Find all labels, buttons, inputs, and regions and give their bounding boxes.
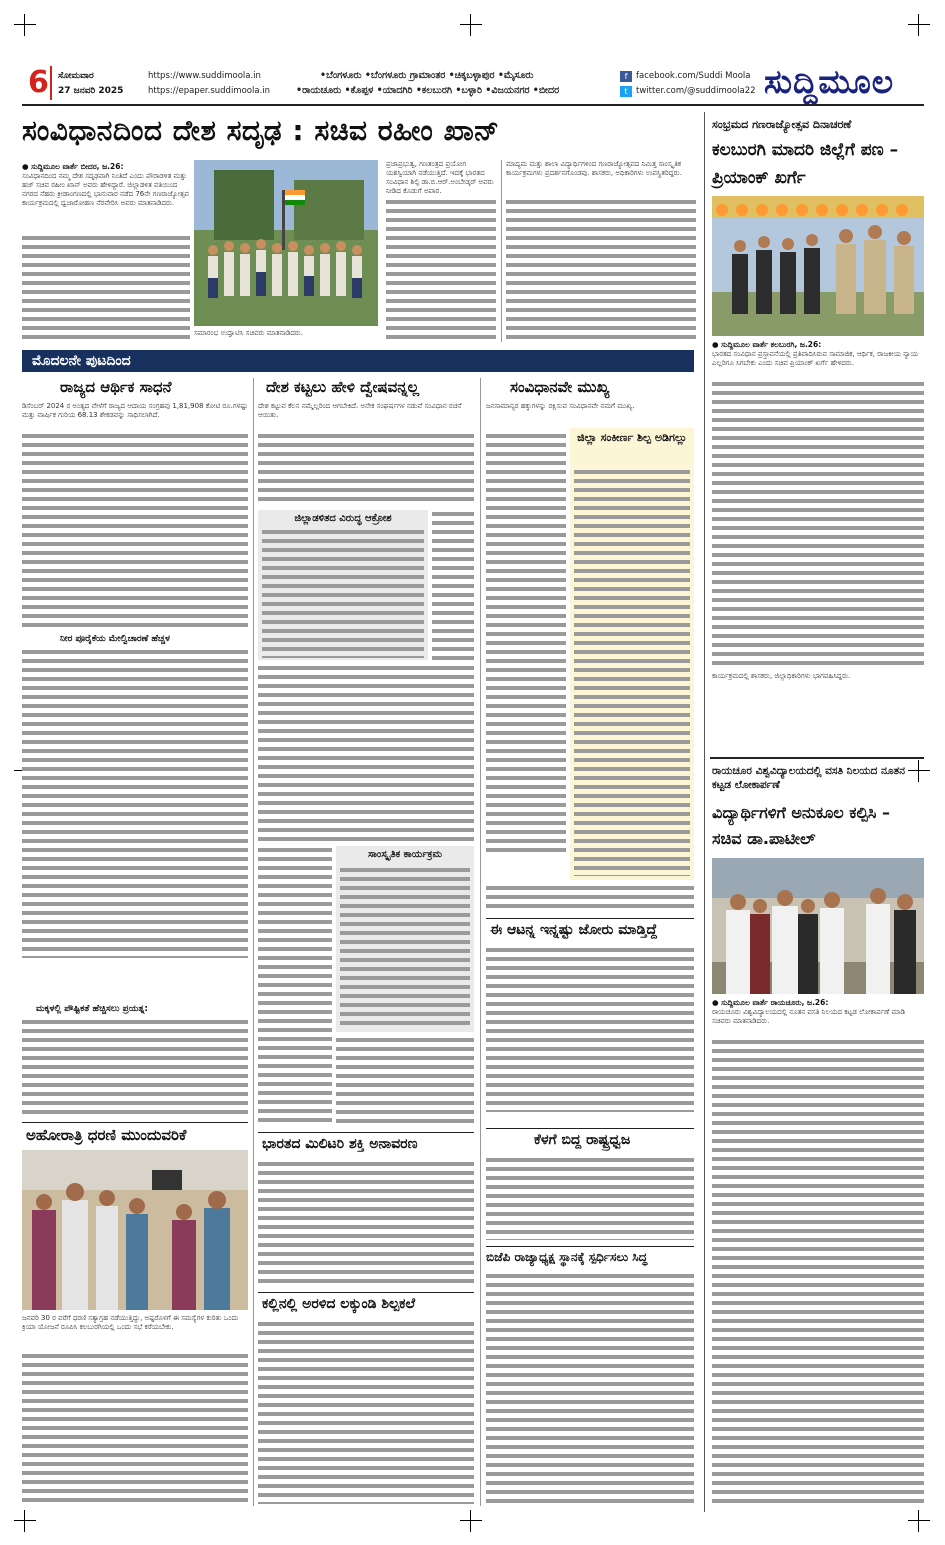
lead-headline: ಸಂವಿಧಾನದಿಂದ ದೇಶ ಸದೃಢ : ಸಚಿವ ರಹೀಂ ಖಾನ್ xyxy=(22,114,500,147)
story-separator xyxy=(486,918,694,919)
col2-headline-3: ಕಲ್ಲಿನಲ್ಲಿ ಅರಳಿದ ಲಕ್ಕುಂಡಿ ಶಿಲ್ಪಕಲೆ xyxy=(262,1296,416,1312)
right-bottom-photo xyxy=(712,858,924,994)
col2-box2-text xyxy=(340,866,470,1028)
right-top-kicker: ಸಂಭ್ರಮದ ಗಣರಾಜ್ಯೋತ್ಸವ ದಿನಾಚರಣೆ xyxy=(712,118,852,131)
registration-mark xyxy=(14,14,36,36)
masthead-logo: ಸುದ್ದಿಮೂಲ xyxy=(764,62,895,101)
registration-mark xyxy=(14,1510,36,1532)
lead-text-col1 xyxy=(22,234,190,342)
lead-body-col4: ಮಾದ್ಯಮ ಮತ್ತು ಶಾಲಾ ವಿದ್ಯಾರ್ಥಿಗಳಿಂದ ಗಣರಾಜ್ಯೋತ್ಸವದ ನಿಮಿತ್ತ ಸಾಂಸ್ಕೃತಿಕ ಕಾರ್ಯಕ್ರಮಗಳು ಪ್ರದರ್ಶನಗೊಂಡವು. ಶಾಸಕರು, ಅಧಿಕಾರಿಗಳು ಉಪಸ್ಥಿತರಿದ್ದರು. xyxy=(506,160,682,177)
col2-text-b xyxy=(432,510,474,660)
story-separator xyxy=(710,757,924,759)
right-top-byline: ● ಸುದ್ದಿಮೂಲ ವಾರ್ತೆ ಕಲಬುರಗಿ, ಜ.26: xyxy=(712,340,822,349)
lead-body-col1: ಸಂವಿಧಾನದಿಂದ ನಮ್ಮ ದೇಶ ಸದೃಢವಾಗಿ ನಿಂತಿದೆ ಎಂದು ಪೌರಾಡಳಿತ ಮತ್ತು ಹಜ್ ಸಚಿವ ರಹೀಂ ಖಾನ್ ಅವರು ಹೇಳಿದ್ದಾರೆ. ಜಿಲ್ಲಾಡಳಿತ ವತಿಯಿಂದ ನಗರದ ನೆಹರು ಕ್ರೀಡಾಂಗಣದಲ್ಲಿ ಭಾನುವಾರ ನಡೆದ 76ನೇ ಗಣರಾಜ್ಯೋತ್ಸವ ಕಾರ್ಯಕ್ರಮದಲ್ಲಿ ಧ್ವಜಾರೋಹಣ ನೆರವೇರಿಸಿ ಅವರು ಮಾತನಾಡಿದರು. xyxy=(22,172,189,207)
col2-box1-headline: ಜಿಲ್ಲಾಡಳಿತದ ವಿರುದ್ಧ ಆಕ್ರೋಶ xyxy=(294,513,392,524)
lead-photo xyxy=(194,160,378,326)
col1-subhead-1: ನೀರ ಪೂರೈಕೆಯ ಮೇಲ್ವಿಚಾರಣೆ ಹೆಚ್ಚಳ xyxy=(60,634,170,644)
header-day: ಸೋಮವಾರ xyxy=(58,71,94,81)
protest-photo xyxy=(22,1150,248,1310)
story-separator xyxy=(486,1246,694,1247)
right-top-text xyxy=(712,380,924,670)
story-separator xyxy=(258,1292,474,1293)
col3-headline-1: ಸಂವಿಧಾನವೇ ಮುಖ್ಯ xyxy=(510,378,610,396)
col1-headline-2: ಅಹೋರಾತ್ರಿ ಧರಣಿ ಮುಂದುವರಿಕೆ xyxy=(26,1126,187,1144)
lead-byline: ● ಸುದ್ದಿಮೂಲ ವಾರ್ತೆ ಬೀದರ, ಜ.26: xyxy=(22,162,124,171)
col3-headline-2: ಈ ಆಟನ್ನ ಇನ್ನಷ್ಟು ಜೋರು ಮಾಡ್ತಿದ್ದೆ xyxy=(490,922,658,938)
twitter-icon: t xyxy=(620,86,632,97)
col2-headline-1: ದೇಶ ಕಟ್ಟಲು ಹೇಳಿ ದ್ವೇಷವನ್ನಲ್ಲ xyxy=(266,378,420,396)
registration-mark xyxy=(908,1510,930,1532)
col1-subhead-2: ಮಕ್ಕಳಲ್ಲಿ ಪೌಷ್ಟಿಕತೆ ಹೆಚ್ಚಿಸಲು ಪ್ರಯತ್ನ: xyxy=(36,1004,149,1014)
col3-box-text xyxy=(574,468,690,876)
col3-text-d xyxy=(486,1156,694,1240)
registration-mark xyxy=(460,14,482,36)
col2-box2-headline: ಸಾಂಸ್ಕೃತಿಕ ಕಾರ್ಯಕ್ರಮ xyxy=(368,849,442,860)
registration-mark xyxy=(908,14,930,36)
col2-text-e xyxy=(336,1036,474,1126)
col3-headline-3: ಕೆಳಗೆ ಬಿದ್ದ ರಾಷ್ಟ್ರಧ್ವಜ xyxy=(534,1132,631,1148)
col2-text-g xyxy=(258,1320,474,1504)
lead-text-col3 xyxy=(386,198,496,342)
col3-text-e xyxy=(486,1272,694,1504)
right-top-body-end: ಕಾರ್ಯಕ್ರಮದಲ್ಲಿ ಶಾಸಕರು, ಜಿಲ್ಲಾಧಿಕಾರಿಗಳು ಭಾಗವಹಿಸಿದ್ದರು. xyxy=(712,672,851,680)
right-bottom-kicker: ರಾಯಚೂರ ವಿಶ್ವವಿದ್ಯಾಲಯದಲ್ಲಿ ವಸತಿ ನಿಲಯದ ನೂತನ ಕಟ್ಟಡ ಲೋಕಾರ್ಪಣೆ xyxy=(712,765,905,791)
registration-mark xyxy=(460,1510,482,1532)
col3-text-b xyxy=(486,884,694,912)
facebook-link[interactable]: facebook.com/Suddi Moola xyxy=(636,71,751,81)
col2-headline-2: ಭಾರತದ ಮಿಲಿಟರಿ ಶಕ್ತಿ ಅನಾವರಣ xyxy=(262,1136,418,1152)
epaper-link[interactable]: https://epaper.suddimoola.in xyxy=(148,86,271,96)
col2-body-1: ದೇಶ ಕಟ್ಟುವ ಕೆಲಸ ನಮ್ಮೆಲ್ಲರಿಂದ ಆಗಬೇಕಿದೆ. ಅನೇಕ ಸಂಘರ್ಷಗಳ ನಡುವೆ ಸಂವಿಧಾನ ರಚನೆ ಆಯಿತು. xyxy=(258,402,462,419)
header-rule xyxy=(22,104,924,106)
story-separator xyxy=(22,1122,248,1123)
right-top-body: ಭಾರತದ ಸಂವಿಧಾನ ಪ್ರಸ್ತಾವನೆಯಲ್ಲಿ ಪ್ರತಿಪಾದಿಸಿರುವ ಸಾಮಾಜಿಕ, ಆರ್ಥಿಕ, ರಾಜಕೀಯ ನ್ಯಾಯ ಎಲ್ಲರಿಗೂ ಸಿಗಬೇಕು ಎಂದು ಸಚಿವ ಪ್ರಿಯಾಂಕ್ ಖರ್ಗೆ ಹೇಳಿದರು. xyxy=(712,350,918,367)
section-banner-label: ಮೊದಲನೇ ಪುಟದಿಂದ xyxy=(32,353,131,369)
story-separator xyxy=(486,1128,694,1129)
col3-body-1: ಜನಸಾಮಾನ್ಯರ ಹಕ್ಕುಗಳನ್ನು ರಕ್ಷಿಸುವ ಸಂವಿಧಾನವೇ ನಮಗೆ ಮುಖ್ಯ. xyxy=(486,402,635,410)
header-cities-row1: •ಬೆಂಗಳೂರು •ಬೆಂಗಳೂರು ಗ್ರಾಮಾಂತರ •ಚಿಕ್ಕಬಳ್ಳಾಪುರ •ಮೈಸೂರು xyxy=(320,70,534,81)
col3-headline-4: ಬಿಜೆಪಿ ರಾಜ್ಯಾಧ್ಯಕ್ಷ ಸ್ಥಾನಕ್ಕೆ ಸ್ಪರ್ಧಿಸಲು ಸಿದ್ಧ xyxy=(486,1250,648,1264)
facebook-icon: f xyxy=(620,71,632,82)
right-bottom-text xyxy=(712,1038,924,1504)
right-bottom-headline: ವಿದ್ಯಾರ್ಥಿಗಳಿಗೆ ಅನುಕೂಲ ಕಲ್ಪಿಸಿ – ಸಚಿವ ಡಾ.ಪಾಟೀಲ್ xyxy=(712,803,890,848)
right-bottom-byline: ● ಸುದ್ದಿಮೂಲ ವಾರ್ತೆ ರಾಯಚೂರು, ಜ.26: xyxy=(712,998,829,1007)
right-bottom-body: ರಾಯಚೂರು ವಿಶ್ವವಿದ್ಯಾಲಯದಲ್ಲಿ ನೂತನ ವಸತಿ ನಿಲಯದ ಕಟ್ಟಡ ಲೋಕಾರ್ಪಣೆ ಮಾಡಿ ಸಚಿವರು ಮಾತನಾಡಿದರು. xyxy=(712,1008,906,1025)
right-top-headline: ಕಲಬುರಗಿ ಮಾದರಿ ಜಿಲ್ಲೆಗೆ ಪಣ – ಪ್ರಿಯಾಂಕ್ ಖರ್ಗೆ xyxy=(712,140,899,188)
col1-text-a xyxy=(22,432,248,632)
col3-box-headline: ಜಿಲ್ಲಾ ಸಂಕೀರ್ಣ ಶಿಲ್ಪ ಅಡಿಗಲ್ಲು xyxy=(577,431,687,444)
col2-text-c xyxy=(258,664,474,842)
section-banner xyxy=(22,350,694,372)
col3-text-c xyxy=(486,946,694,1112)
header-date: 27 ಜನವರಿ 2025 xyxy=(58,86,124,96)
story-separator xyxy=(258,1132,474,1133)
header-cities-row2: •ರಾಯಚೂರು •ಕೊಪ್ಪಳ •ಯಾದಗಿರಿ •ಕಲಬುರಗಿ •ಬಳ್ಳಾರಿ •ವಿಜಯನಗರ •ಬೀದರ xyxy=(296,85,560,96)
col2-text-a xyxy=(258,432,474,506)
col2-text-f xyxy=(258,1160,474,1286)
col2-box1-text xyxy=(262,528,424,658)
right-top-photo xyxy=(712,196,924,336)
col3-text-a xyxy=(486,432,566,856)
col1-body-2: ಜನವರಿ 30 ರ ವರೆಗೆ ಧರಣಿ ಸತ್ಯಾಗ್ರಹ ನಡೆಯುತ್ತಿದ್ದು, ಅಷ್ಟರೊಳಗೆ ಈ ಸಮಸ್ಯೆಗಳ ಕುರಿತು ಒಂದು ಕ್ರಿಯಾ ಯೋಜನೆ ರೂಪಿಸಿ ಕಲಬುರಗಿಯಲ್ಲಿ ಒಂದು ಸಭೆ ಕರೆಯಬೇಕು. xyxy=(22,1314,239,1331)
column-divider xyxy=(253,378,254,1506)
lead-photo-caption: ಸಮಾರಂಭ ಉದ್ಘಾಟಿಸಿ ಸಚಿವರು ಮಾತನಾಡಿದರು. xyxy=(194,329,304,337)
lead-body-col3: ಪ್ರಜಾಪ್ರಭುತ್ವ, ಗಣತಂತ್ರದ ಪ್ರಯೋಗ ಯಶಸ್ವಿಯಾಗಿ ನಡೆಯುತ್ತಿದೆ. ಇದಕ್ಕೆ ಭಾರತದ ಸಂವಿಧಾನ ಶಿಲ್ಪಿ ಡಾ.ಬಿ.ಆರ್.ಅಂಬೇಡ್ಕರ್ ಅವರು ನೀಡಿದ ಕೊಡುಗೆ ಅಪಾರ. xyxy=(386,160,494,195)
website-link[interactable]: https://www.suddimoola.in xyxy=(148,71,261,81)
col1-text-c xyxy=(22,1018,248,1116)
twitter-link[interactable]: twitter.com/@suddimoola22 xyxy=(636,86,756,96)
column-divider xyxy=(501,160,502,342)
col2-text-d xyxy=(258,846,332,1126)
page-number: 6 xyxy=(28,65,49,100)
col1-body-1: ಡಿಸೆಂಬರ್ 2024 ರ ಅಂತ್ಯದ ವೇಳೆಗೆ ರಾಜ್ಯದ ಆದಾಯ ಸಂಗ್ರಹವು 1,81,908 ಕೋಟಿ ರೂ.ಗಳಷ್ಟು ಮತ್ತು ವಾರ್ಷಿಕ ಗುರಿಯ 68.13 ಶೇಕಡವನ್ನು ಸಾಧಿಸಲಾಗಿದೆ. xyxy=(22,402,248,419)
divider xyxy=(50,66,52,100)
column-divider xyxy=(480,378,481,1506)
lead-text-col4 xyxy=(506,198,696,342)
col1-text-b xyxy=(22,648,248,958)
col1-text-d xyxy=(22,1352,248,1502)
right-column-divider xyxy=(704,112,705,1512)
col1-headline-1: ರಾಜ್ಯದ ಆರ್ಥಿಕ ಸಾಧನೆ xyxy=(60,378,172,396)
